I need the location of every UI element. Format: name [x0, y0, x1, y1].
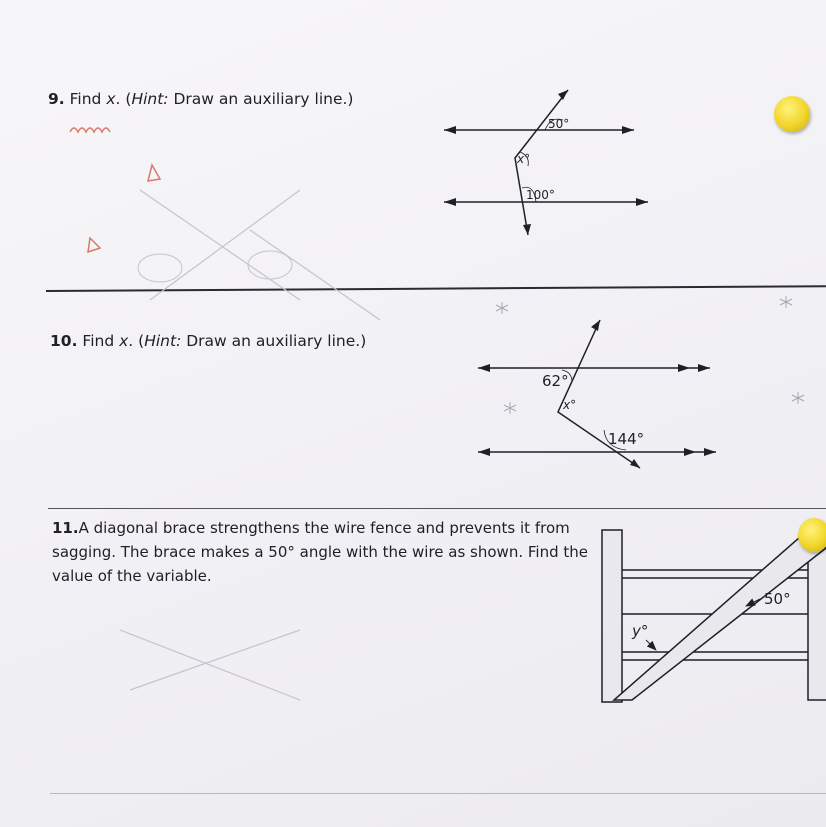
fig9-angle-x: x°	[517, 152, 531, 166]
fence-post-left	[602, 530, 622, 702]
fig9-angle-50: 50°	[548, 117, 570, 131]
question-9-var: x	[106, 90, 116, 108]
question-10-find: Find	[82, 332, 115, 350]
question-11-number: 11.	[52, 519, 79, 537]
question-10-number: 10.	[50, 332, 78, 350]
star-doodles	[496, 296, 804, 414]
question-9-number: 9.	[48, 90, 65, 108]
yellow-sticker-dot	[774, 96, 810, 132]
fig10-angle-62: 62°	[542, 372, 569, 390]
question-11-text: A diagonal brace strengthens the wire fence and prevents it from sagging. The brace makes a 50° angle with the wire as shown. Find the value of the variable.	[52, 519, 588, 585]
question-9-hint-label: Hint:	[131, 90, 169, 108]
show-through-marks	[120, 190, 380, 700]
question-10-hint-label: Hint:	[144, 332, 182, 350]
question-9-period: .	[115, 90, 121, 108]
fig10-angle-x: x°	[563, 398, 577, 412]
question-9: 9. Find x. (Hint: Draw an auxiliary line.)	[48, 90, 354, 108]
question-10-var: x	[119, 332, 129, 350]
yellow-sticker-dot-2	[798, 518, 826, 552]
figure-10	[478, 320, 716, 468]
fig11-angle-50: 50°	[764, 590, 791, 608]
fig9-angle-100: 100°	[526, 188, 555, 202]
figure-11-fence	[602, 530, 826, 702]
figure-9	[444, 90, 648, 235]
red-pencil-marks	[70, 128, 160, 252]
question-10: 10. Find x. (Hint: Draw an auxiliary line.)	[50, 332, 367, 350]
fig11-angle-y: y°	[632, 622, 649, 640]
fence-diagonal-brace	[614, 530, 826, 700]
question-9-find: Find	[69, 90, 102, 108]
fig10-angle-144: 144°	[608, 430, 645, 448]
question-10-period: .	[128, 332, 134, 350]
question-10-hint-text: Draw an auxiliary line.	[186, 332, 361, 350]
question-9-hint-text: Draw an auxiliary line.	[173, 90, 348, 108]
